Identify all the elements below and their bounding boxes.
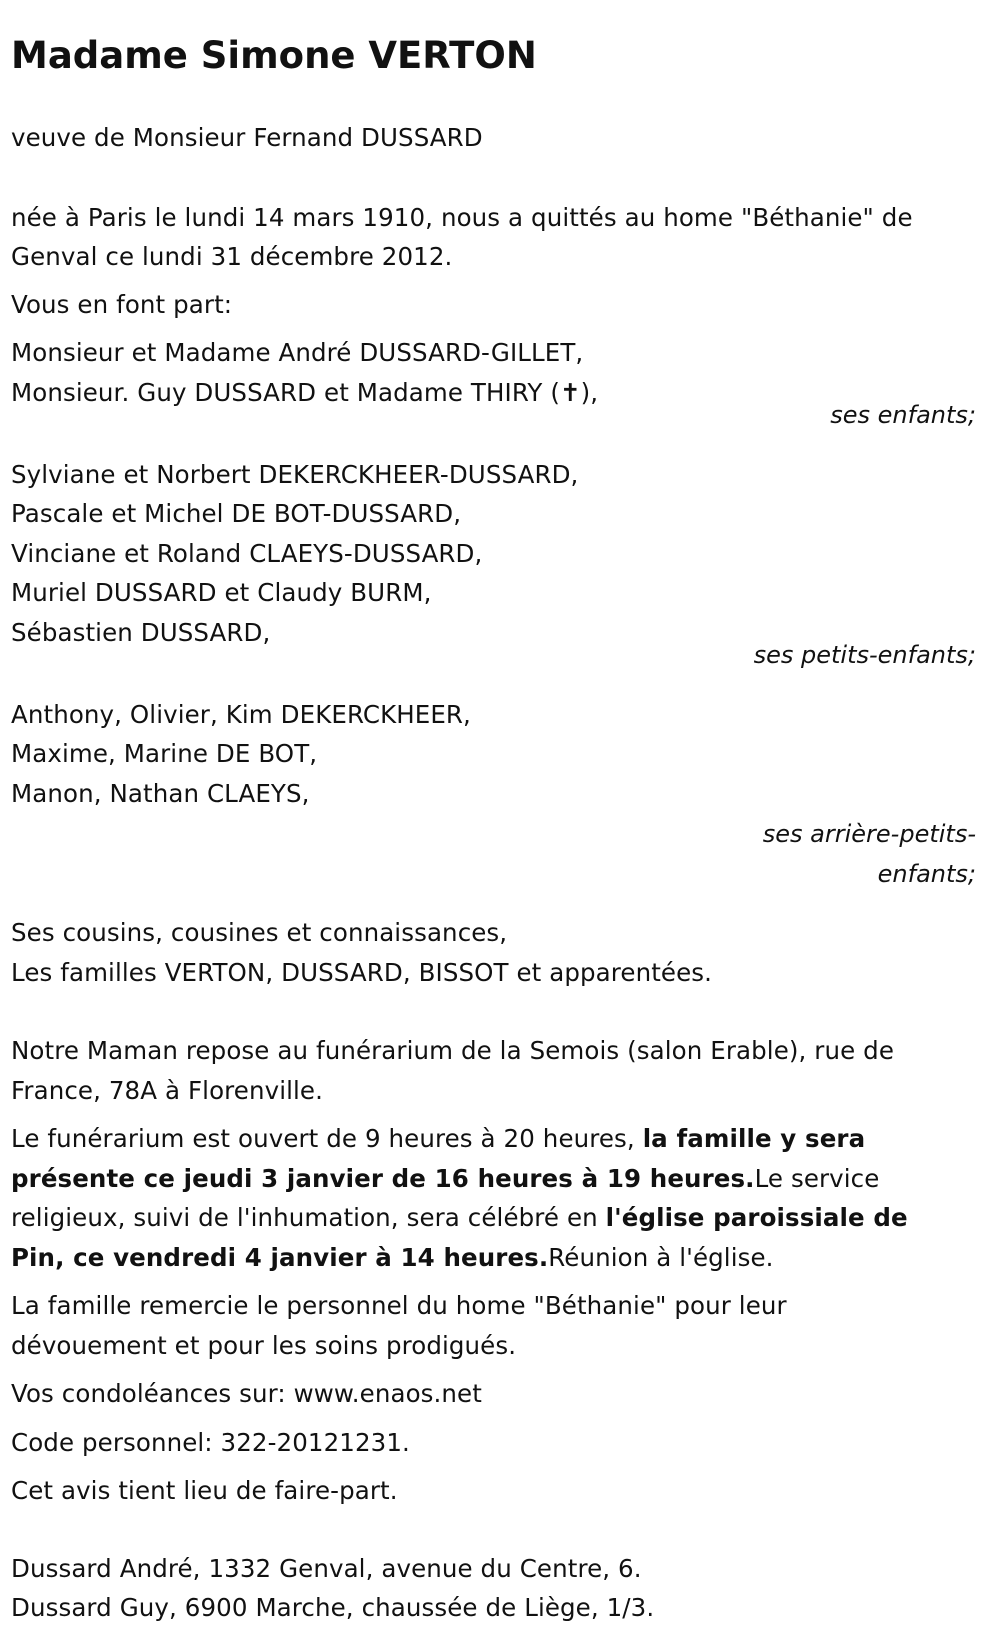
funeral-text: Le funérarium est ouvert de 9 heures à 20 heures, — [11, 1124, 643, 1153]
birth-paragraph — [11, 198, 976, 277]
personal-code: Code personnel: 322-20121231. — [11, 1427, 410, 1457]
thanks-line: La famille remercie le personnel du home "Béthanie" pour leur — [11, 1291, 787, 1320]
announce-text: Vous en font part: — [11, 289, 233, 319]
great-grandchildren-label — [11, 815, 976, 894]
funeral-text-bold: la famille y sera — [642, 1124, 866, 1153]
obituary-title: Madame Simone VERTON — [11, 34, 537, 77]
thanks-paragraph — [11, 1286, 976, 1365]
others-paragraph — [11, 913, 976, 992]
funeral-line — [11, 1119, 976, 1159]
funeral-paragraph — [11, 1119, 976, 1277]
others-line: Ses cousins, cousines et connaissances, — [11, 918, 508, 947]
grandchild-name: Muriel DUSSARD et Claudy BURM, — [11, 578, 432, 607]
address-line: Dussard Guy, 6900 Marche, chaussée de Liège, 1/3. — [11, 1593, 655, 1622]
grandchildren-label: ses petits-enfants; — [753, 641, 976, 669]
great-grandchild-name: Anthony, Olivier, Kim DEKERCKHEER, — [11, 699, 471, 729]
condolences-text: Vos condoléances sur: www.enaos.net — [11, 1379, 482, 1408]
birth-line: née à Paris le lundi 14 mars 1910, nous a quittés au home "Béthanie" de — [11, 202, 913, 232]
funeral-text: religieux, suivi de l'inhumation, sera célébré en — [11, 1203, 606, 1232]
address-line: Dussard André, 1332 Genval, avenue du Centre, 6. — [11, 1553, 642, 1583]
great-grandchildren-label-line: ses arrière-petits- — [762, 820, 976, 848]
funeral-text-bold: l'église paroissiale de — [605, 1203, 908, 1232]
repose-paragraph — [11, 1031, 976, 1110]
funeral-line — [11, 1238, 976, 1278]
grandchild-name: Sylviane et Norbert DEKERCKHEER-DUSSARD, — [11, 459, 579, 489]
funeral-line — [11, 1159, 976, 1199]
funeral-text-bold: Pin, ce vendredi 4 janvier à 14 heures. — [11, 1242, 549, 1272]
great-grandchild-name: Manon, Nathan CLAEYS, — [11, 778, 310, 808]
notice-text: Cet avis tient lieu de faire-part. — [11, 1476, 398, 1505]
great-grandchild-name: Maxime, Marine DE BOT, — [11, 739, 318, 768]
children-label: ses enfants; — [830, 401, 976, 429]
repose-line: France, 78A à Florenville. — [11, 1075, 323, 1105]
great-grandchildren-list — [11, 695, 976, 814]
grandchild-name: Vinciane et Roland CLAEYS-DUSSARD, — [11, 538, 483, 568]
birth-line: Genval ce lundi 31 décembre 2012. — [11, 242, 453, 271]
grandchild-name: Sébastien DUSSARD, — [11, 617, 271, 647]
thanks-line: dévouement et pour les soins prodigués. — [11, 1330, 517, 1360]
child-name: Monsieur et Madame André DUSSARD-GILLET, — [11, 338, 584, 367]
repose-line: Notre Maman repose au funérarium de la Semois (salon Erable), rue de — [11, 1036, 894, 1065]
addresses — [11, 1549, 976, 1628]
others-line: Les familles VERTON, DUSSARD, BISSOT et apparentées. — [11, 957, 713, 987]
funeral-line — [11, 1198, 976, 1238]
funeral-text: Le service — [754, 1163, 880, 1193]
widow-of: veuve de Monsieur Fernand DUSSARD — [11, 123, 483, 152]
grandchildren-list — [11, 455, 976, 653]
grandchild-name: Pascale et Michel DE BOT-DUSSARD, — [11, 499, 462, 528]
funeral-text: Réunion à l'église. — [548, 1242, 774, 1272]
great-grandchildren-label-line: enfants; — [877, 859, 976, 888]
child-name: Monsieur. Guy DUSSARD et Madame THIRY (✝), — [11, 377, 599, 407]
funeral-text-bold: présente ce jeudi 3 janvier de 16 heures à 19 heures. — [11, 1163, 755, 1193]
